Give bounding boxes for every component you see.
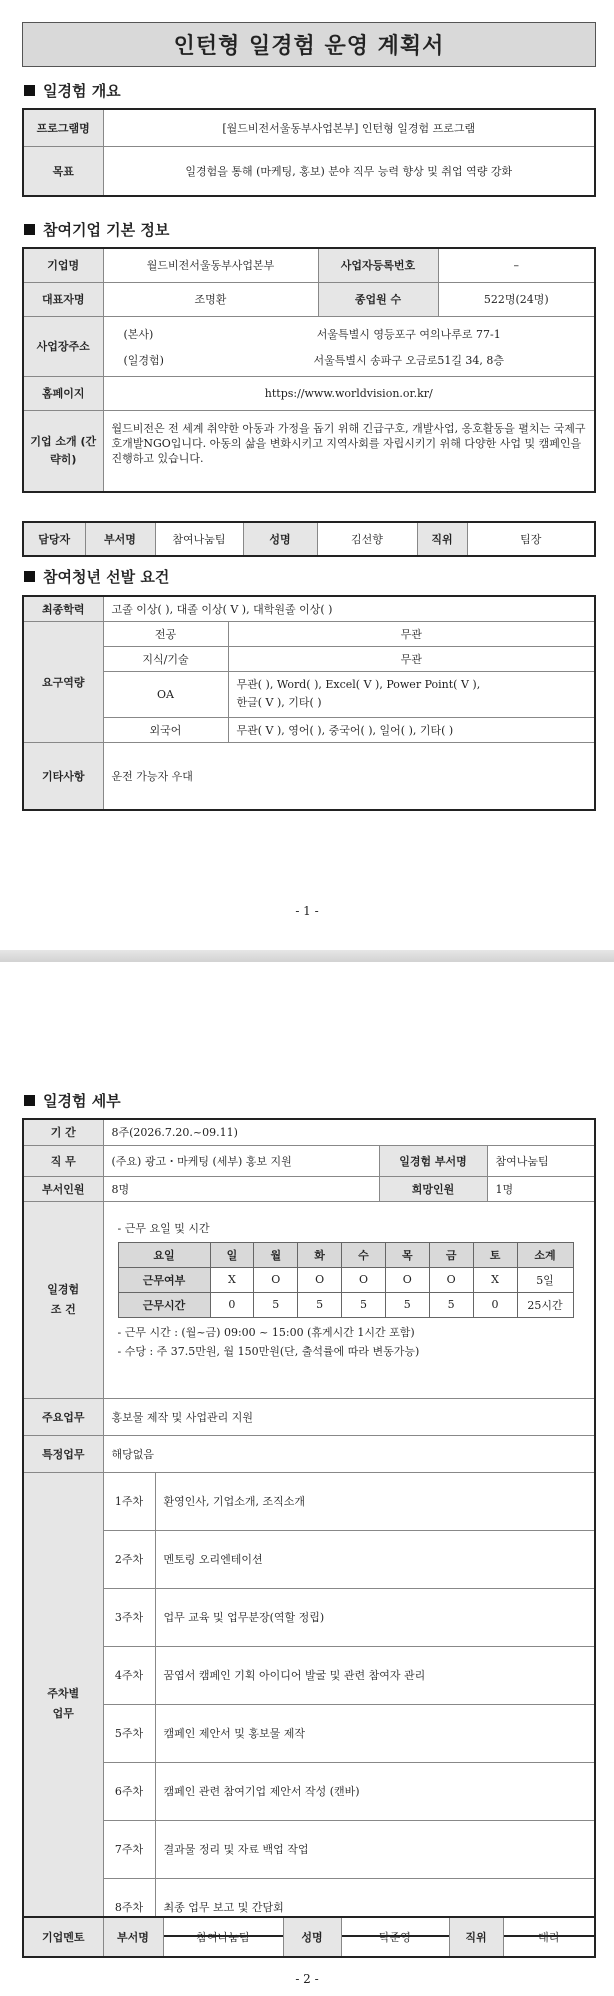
intro-label: 기업 소개 (간략히) [23, 410, 103, 492]
period-value: 8주(2026.7.20.~09.11) [103, 1119, 595, 1145]
condition-title: - 근무 요일 및 시간 [117, 1221, 210, 1235]
schedule-cell: O [298, 1267, 342, 1292]
week-row [23, 1820, 595, 1878]
address-work-tag: (일경험) [123, 354, 164, 367]
competency-label: 요구역량 [23, 621, 103, 742]
schedule-row-label: 근무시간 [118, 1292, 210, 1317]
page-number-1: - 1 - [295, 904, 319, 918]
overview-table [22, 108, 596, 197]
address-work-value: 서울특별시 송파구 오금로51길 34, 8층 [313, 354, 505, 367]
detail-dept-value: 참여나눔팀 [487, 1145, 595, 1176]
ceo-value: 조명환 [103, 282, 318, 316]
week-number: 4주차 [103, 1646, 155, 1704]
mentor-position-value: 대리 [503, 1917, 595, 1957]
section-heading-detail [24, 1090, 121, 1111]
week-task: 업무 교육 및 업무분장(역할 정립) [155, 1588, 595, 1646]
week-row [23, 1646, 595, 1704]
week-task: 멘토링 오리엔테이션 [155, 1530, 595, 1588]
skill-value: 무관 [228, 646, 595, 671]
schedule-row-label: 근무여부 [118, 1267, 210, 1292]
dept-staff-value: 8명 [103, 1176, 379, 1201]
square-bullet-icon [24, 1095, 35, 1106]
schedule-header-cell: 토 [473, 1242, 517, 1267]
hope-count-value: 1명 [487, 1176, 595, 1201]
schedule-cell: O [385, 1267, 429, 1292]
special-task-value: 해당없음 [103, 1435, 595, 1472]
week-number: 5주차 [103, 1704, 155, 1762]
weekly-label-line-2: 업무 [52, 1706, 74, 1720]
schedule-cell: 5 [385, 1292, 429, 1317]
schedule-cell: 25시간 [517, 1292, 573, 1317]
week-number: 2주차 [103, 1530, 155, 1588]
mentor-position-label: 직위 [449, 1917, 503, 1957]
company-name-value: 월드비전서울동부사업본부 [103, 248, 318, 282]
homepage-link[interactable]: https://www.worldvision.or.kr/ [103, 376, 595, 410]
schedule-header-cell: 일 [210, 1242, 254, 1267]
job-label: 직 무 [23, 1145, 103, 1176]
oa-label: OA [103, 671, 228, 717]
main-task-value: 홍보물 제작 및 사업관리 지원 [103, 1398, 595, 1435]
contact-dept-label: 부서명 [85, 522, 155, 556]
special-task-label: 특정업무 [23, 1435, 103, 1472]
section-title: 일경험 개요 [43, 82, 121, 100]
schedule-header-cell: 화 [298, 1242, 342, 1267]
detail-dept-label: 일경험 부서명 [379, 1145, 487, 1176]
week-number: 8주차 [103, 1878, 155, 1936]
week-row [23, 1530, 595, 1588]
contact-name-value: 김선향 [317, 522, 417, 556]
schedule-cell: 0 [210, 1292, 254, 1317]
mentor-dept-label: 부서명 [103, 1917, 163, 1957]
week-number: 1주차 [103, 1472, 155, 1530]
condition-time: - 근무 시간 : (월~금) 09:00 ~ 15:00 (휴게시간 1시간 포함) [117, 1325, 415, 1339]
schedule-cell: 5 [429, 1292, 473, 1317]
schedule-header-cell: 요일 [118, 1242, 210, 1267]
staff-count-label: 종업원 수 [318, 282, 438, 316]
week-task: 꿈엽서 캠페인 기획 아이디어 발굴 및 관련 참여자 관리 [155, 1646, 595, 1704]
week-row [23, 1704, 595, 1762]
condition-label [23, 1201, 103, 1398]
major-value: 무관 [228, 621, 595, 646]
schedule-header-row [118, 1242, 573, 1267]
schedule-workday-row [118, 1267, 573, 1292]
hope-count-label: 희망인원 [379, 1176, 487, 1201]
mentor-label: 기업멘토 [23, 1917, 103, 1957]
job-value: (주요) 광고・마케팅 (세부) 홍보 지원 [103, 1145, 379, 1176]
schedule-header-cell: 소계 [517, 1242, 573, 1267]
schedule-hours-row [118, 1292, 573, 1317]
schedule-cell: 5 [298, 1292, 342, 1317]
page-number-2: - 2 - [295, 1972, 319, 1986]
detail-table [22, 1118, 596, 1937]
main-task-label: 주요업무 [23, 1398, 103, 1435]
language-value: 무관( V ), 영어( ), 중국어( ), 일어( ), 기타( ) [228, 717, 595, 742]
oa-line-1: 무관( ), Word( ), Excel( V ), Power Point( V ), [236, 678, 481, 691]
period-label: 기 간 [23, 1119, 103, 1145]
week-task: 결과물 정리 및 자료 백업 작업 [155, 1820, 595, 1878]
schedule-cell: O [254, 1267, 298, 1292]
week-task: 최종 업무 보고 및 간담회 [155, 1878, 595, 1936]
section-title: 참여청년 선발 요건 [43, 568, 170, 586]
contact-dept-value: 참여나눔팀 [155, 522, 243, 556]
regno-value: – [438, 248, 595, 282]
section-heading-overview [24, 80, 121, 101]
schedule-cell: O [342, 1267, 386, 1292]
condition-pay: - 수당 : 주 37.5만원, 월 150만원(단, 출석률에 따라 변동가능) [117, 1344, 420, 1358]
section-heading-company [24, 219, 169, 240]
document-title: 인턴형 일경험 운영 계획서 [22, 22, 596, 67]
contact-position-value: 팀장 [467, 522, 595, 556]
address-label: 사업장주소 [23, 316, 103, 376]
staff-count-value: 522명(24명) [438, 282, 595, 316]
square-bullet-icon [24, 224, 35, 235]
schedule-cell: 0 [473, 1292, 517, 1317]
week-task: 캠페인 제안서 및 홍보물 제작 [155, 1704, 595, 1762]
condition-cell [103, 1201, 595, 1398]
schedule-header-cell: 월 [254, 1242, 298, 1267]
section-heading-requirements [24, 566, 169, 587]
schedule-cell: 5 [342, 1292, 386, 1317]
week-number: 7주차 [103, 1820, 155, 1878]
week-row [23, 1762, 595, 1820]
oa-value [228, 671, 595, 717]
requirements-table [22, 595, 596, 811]
schedule-header-cell: 금 [429, 1242, 473, 1267]
week-number: 3주차 [103, 1588, 155, 1646]
ceo-label: 대표자명 [23, 282, 103, 316]
homepage-label: 홈페이지 [23, 376, 103, 410]
condition-label-line-2: 조 건 [50, 1302, 76, 1316]
address-hq-value: 서울특별시 영등포구 여의나루로 77-1 [316, 328, 501, 341]
language-label: 외국어 [103, 717, 228, 742]
schedule-cell: X [473, 1267, 517, 1292]
schedule-cell: 5 [254, 1292, 298, 1317]
schedule-cell: 5일 [517, 1267, 573, 1292]
mentor-table [22, 1916, 596, 1958]
contact-name-label: 성명 [243, 522, 317, 556]
goal-label: 목표 [23, 146, 103, 196]
goal-value: 일경험을 통해 (마케팅, 홍보) 분야 직무 능력 향상 및 취업 역량 강화 [103, 146, 595, 196]
contact-position-label: 직위 [417, 522, 467, 556]
week-task: 캠페인 관련 참여기업 제안서 작성 (캔바) [155, 1762, 595, 1820]
condition-label-line-1: 일경험 [47, 1282, 80, 1296]
square-bullet-icon [24, 571, 35, 582]
weekly-label [23, 1472, 103, 1936]
intro-value: 월드비전은 전 세계 취약한 아동과 가정을 돕기 위해 긴급구호, 개발사업, 옹호활동을 펼치는 국제구호개발NGO입니다. 아동의 삶을 변화시키고 지역사회를 자립시키기 위해 다양한 사업 및 캠페인을 진행하고 있습니다. [103, 410, 595, 492]
schedule-table [118, 1242, 574, 1318]
weekly-label-line-1: 주차별 [47, 1686, 80, 1700]
week-task: 환영인사, 기업소개, 조직소개 [155, 1472, 595, 1530]
address-hq-tag: (본사) [123, 328, 154, 341]
square-bullet-icon [24, 85, 35, 96]
major-label: 전공 [103, 621, 228, 646]
week-row [23, 1588, 595, 1646]
skill-label: 지식/기술 [103, 646, 228, 671]
address-cell [103, 316, 595, 376]
dept-staff-label: 부서인원 [23, 1176, 103, 1201]
week-row [23, 1472, 595, 1530]
regno-label: 사업자등록번호 [318, 248, 438, 282]
oa-line-2: 한글( V ), 기타( ) [236, 696, 322, 709]
page-1 [0, 0, 614, 950]
week-number: 6주차 [103, 1762, 155, 1820]
page-2 [0, 962, 614, 1996]
schedule-header-cell: 수 [342, 1242, 386, 1267]
mentor-dept-value: 참여나눔팀 [163, 1917, 283, 1957]
etc-label: 기타사항 [23, 742, 103, 810]
etc-value: 운전 가능자 우대 [103, 742, 595, 810]
contact-table [22, 521, 596, 557]
schedule-header-cell: 목 [385, 1242, 429, 1267]
company-name-label: 기업명 [23, 248, 103, 282]
section-title: 참여기업 기본 정보 [43, 221, 170, 239]
section-title: 일경험 세부 [43, 1092, 121, 1110]
contact-label: 담당자 [23, 522, 85, 556]
company-table [22, 247, 596, 493]
mentor-name-value: 탁준영 [341, 1917, 449, 1957]
page-break [0, 950, 614, 962]
program-label: 프로그램명 [23, 109, 103, 146]
program-value: [월드비전서울동부사업본부] 인턴형 일경험 프로그램 [103, 109, 595, 146]
education-value: 고졸 이상( ), 대졸 이상( V ), 대학원졸 이상( ) [103, 596, 595, 621]
schedule-cell: O [429, 1267, 473, 1292]
schedule-cell: X [210, 1267, 254, 1292]
education-label: 최종학력 [23, 596, 103, 621]
mentor-name-label: 성명 [283, 1917, 341, 1957]
